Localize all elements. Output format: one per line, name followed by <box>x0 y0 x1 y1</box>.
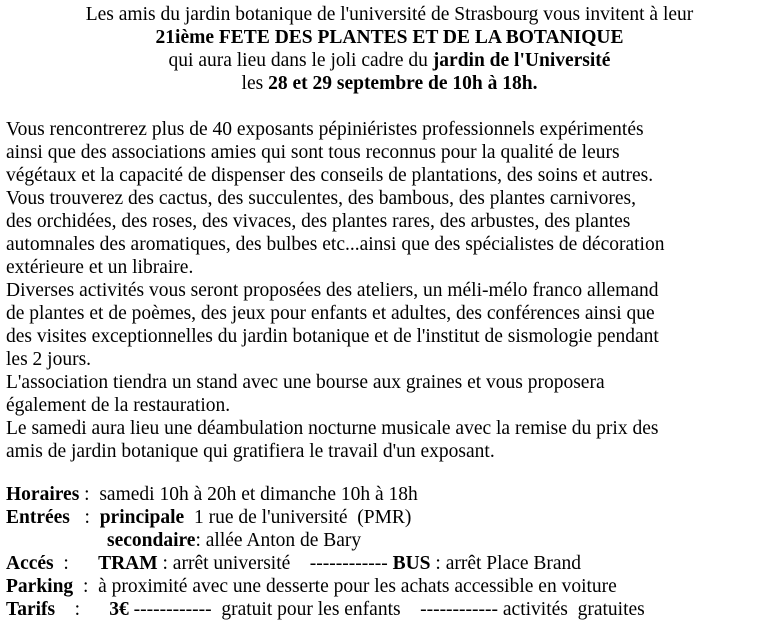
body-line: extérieure et un libraire. <box>6 257 194 278</box>
body-line: également de la restauration. <box>6 395 231 416</box>
body-line: ainsi que des associations amies qui sont tous reconnus pour la qualité de leurs <box>6 142 620 163</box>
body-line: de plantes et de poèmes, des jeux pour enfants et adultes, des conférences ainsi que <box>6 303 655 324</box>
body-line: Le samedi aura lieu une déambulation nocturne musicale avec la remise du prix des <box>6 418 659 439</box>
info-tarifs: Tarifs : 3€ ------------ gratuit pour les enfants ------------ activités gratuites <box>6 599 645 620</box>
info-parking: Parking : à proximité avec une desserte pour les achats accessible en voiture <box>6 576 617 597</box>
info-entrees: Entrées : principale 1 rue de l'université (PMR) <box>6 507 412 528</box>
body-line: des visites exceptionnelles du jardin botanique et de l'institut de sismologie pendant <box>6 326 659 347</box>
body-line: les 2 jours. <box>6 349 92 370</box>
header-line-3: qui aura lieu dans le joli cadre du jardin de l'Université <box>168 50 611 71</box>
header-line-1: Les amis du jardin botanique de l'université de Strasbourg vous invitent à leur <box>85 4 694 25</box>
body-line: Vous trouverez des cactus, des succulentes, des bambous, des plantes carnivores, <box>6 188 636 209</box>
info-acces: Accés : TRAM : arrêt université ------------ BUS : arrêt Place Brand <box>6 553 582 574</box>
event-dates: les 28 et 29 septembre de 10h à 18h. <box>241 73 538 94</box>
body-line: L'association tiendra un stand avec une bourse aux graines et vous proposera <box>6 372 605 393</box>
body-line: végétaux et la capacité de dispenser des conseils de plantations, des soins et autres. <box>6 165 654 186</box>
info-entrees-secondaire: secondaire: allée Anton de Bary <box>107 530 362 551</box>
body-line: automnales des aromatiques, des bulbes etc...ainsi que des spécialistes de décoration <box>6 234 665 255</box>
info-horaires: Horaires : samedi 10h à 20h et dimanche 10h à 18h <box>6 484 418 505</box>
event-title: 21ième FETE DES PLANTES ET DE LA BOTANIQUE <box>155 27 624 48</box>
body-line: Vous rencontrerez plus de 40 exposants pépiniéristes professionnels expérimentés <box>6 119 644 140</box>
body-line: Diverses activités vous seront proposées des ateliers, un méli-mélo franco allemand <box>6 280 659 301</box>
body-line: amis de jardin botanique qui gratifiera le travail d'un exposant. <box>6 441 495 462</box>
body-line: des orchidées, des roses, des vivaces, des plantes rares, des arbustes, des plantes <box>6 211 631 232</box>
